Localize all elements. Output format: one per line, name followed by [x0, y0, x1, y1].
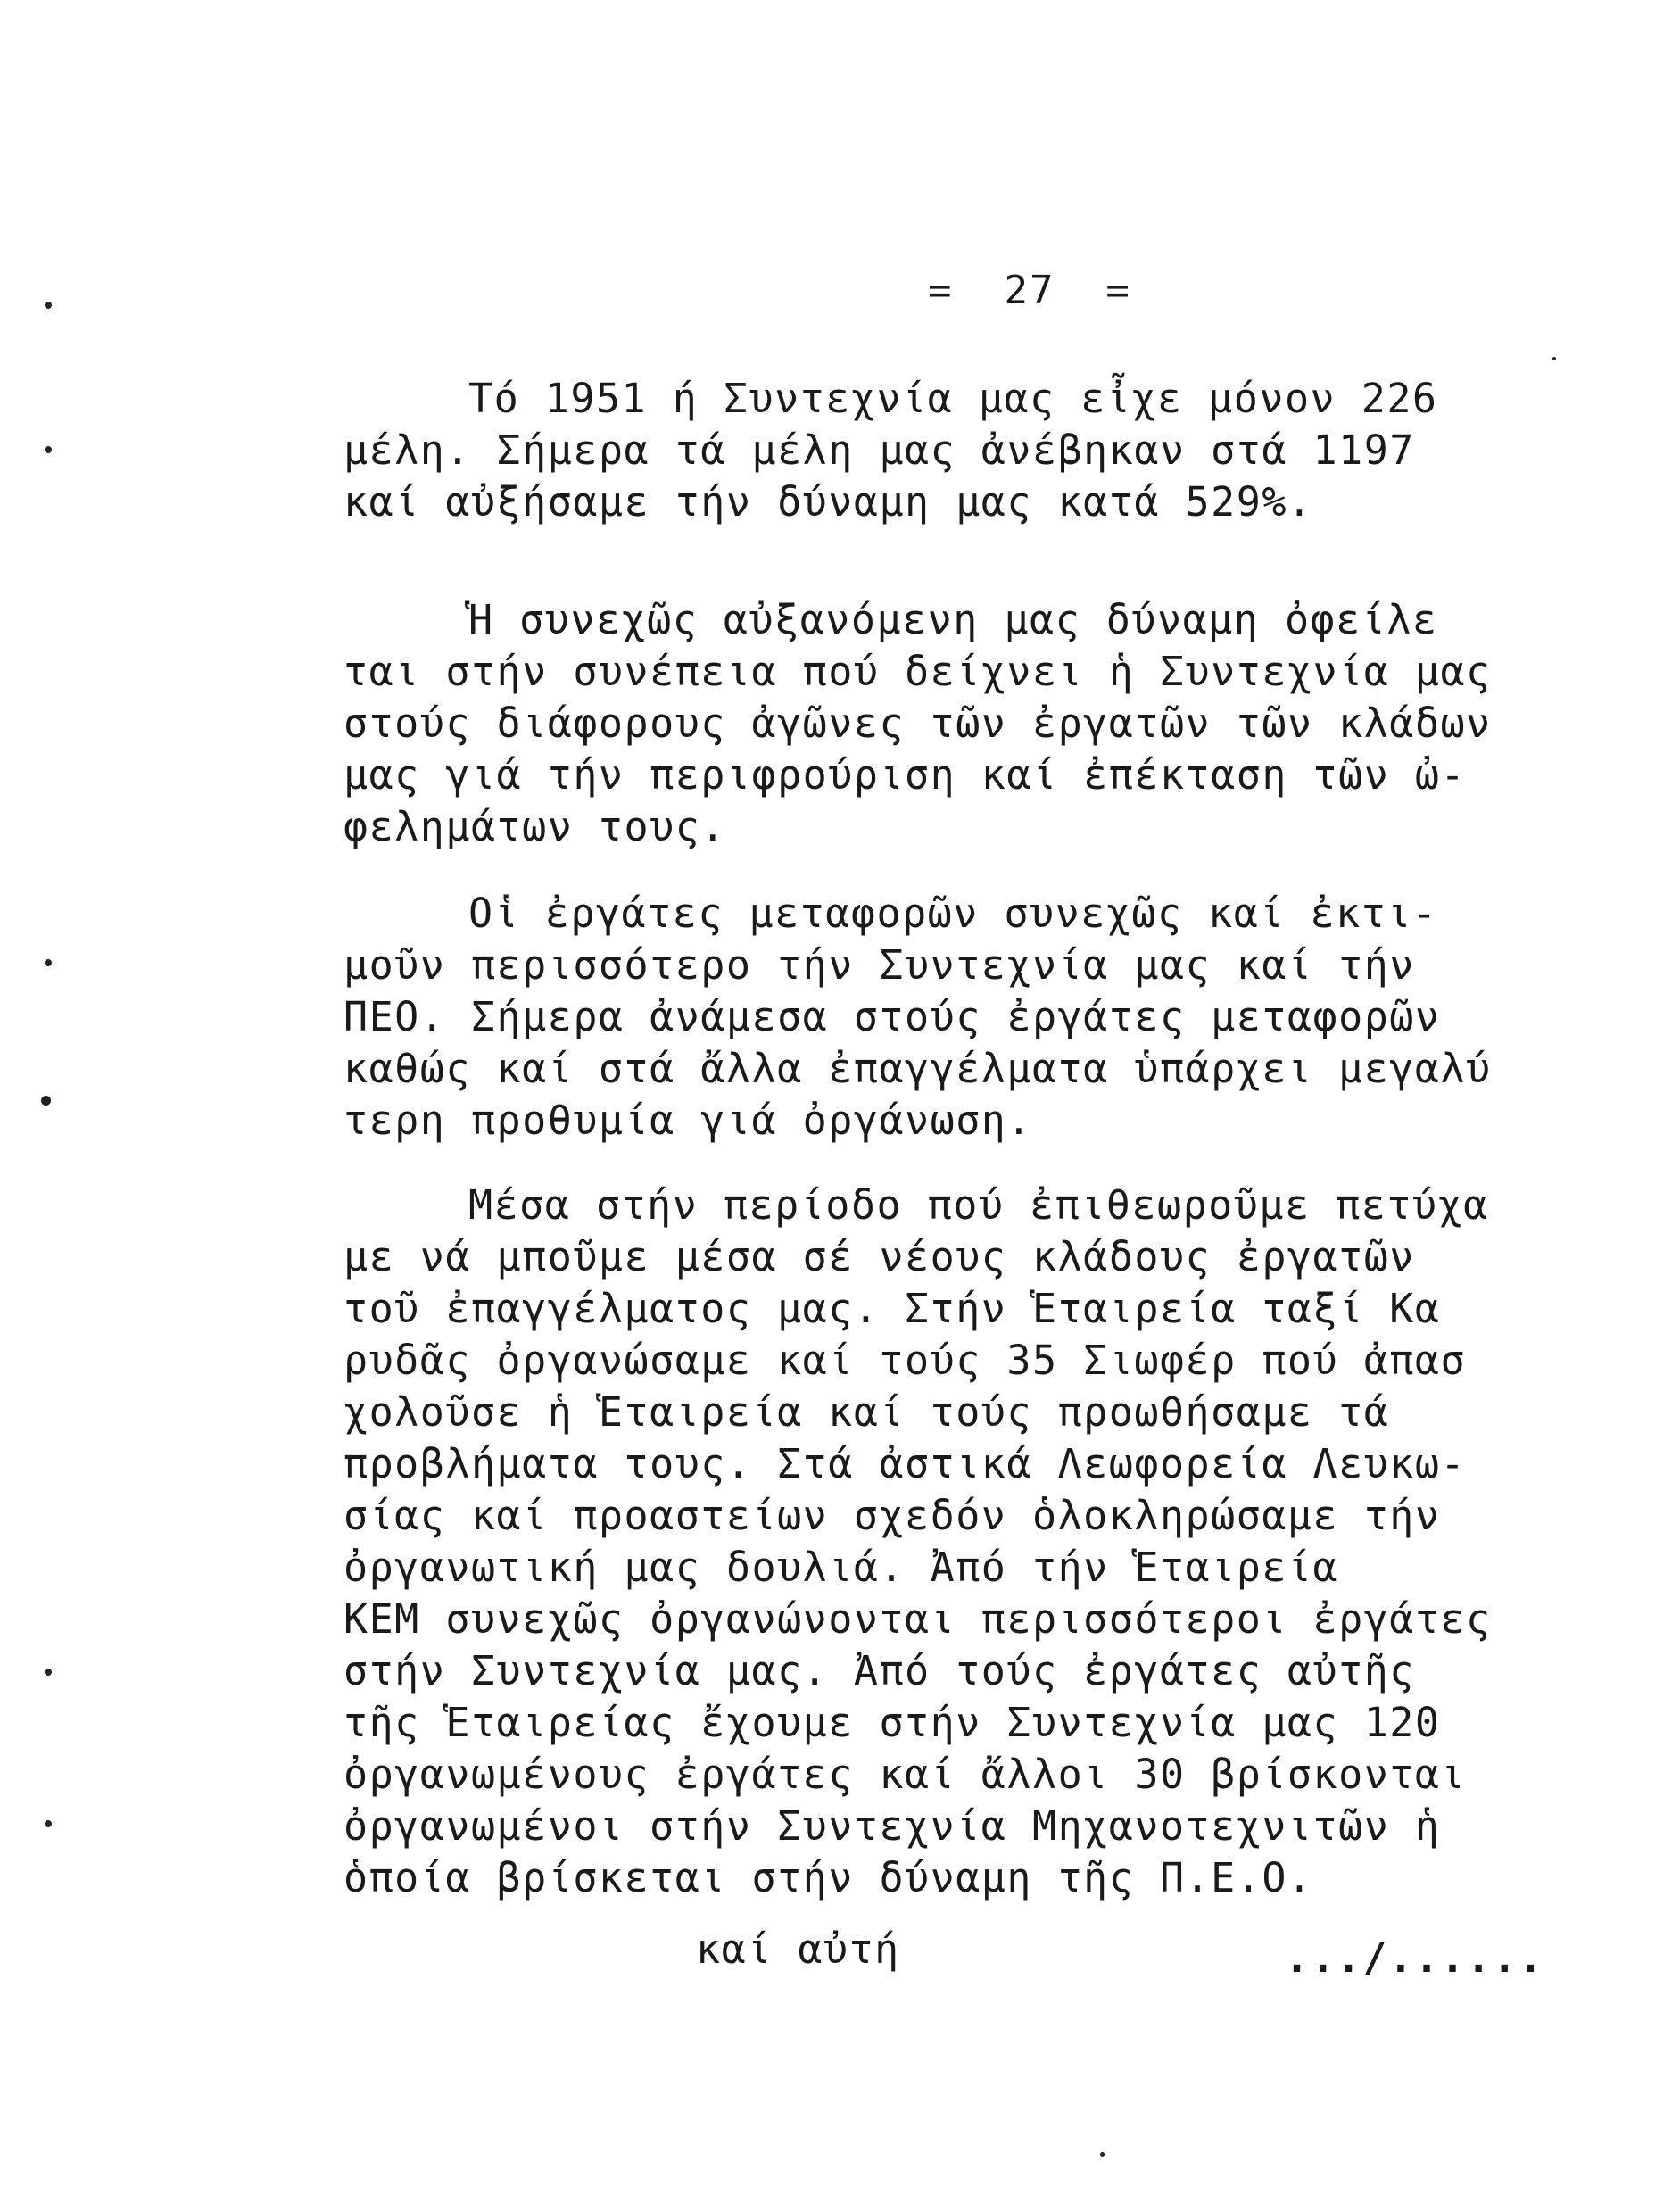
text-line: τῆς Ἑταιρείας ἔχουμε στήν Συντεχνία μας 120 [343, 1699, 1441, 1746]
text-line: ρυδᾶς ὀργανώσαμε καί τούς 35 Σιωφέρ πού ἀπασ [343, 1337, 1467, 1384]
paragraph-4 [343, 1180, 1593, 1904]
text-line: χολοῦσε ἡ Ἑταιρεία καί τούς προωθήσαμε τά [343, 1388, 1390, 1436]
text-line: Ἡ συνεχῶς αὐξανόμενη μας δύναμη ὀφείλε [468, 596, 1438, 643]
scan-speck [45, 1669, 52, 1676]
text-line: μας γιά τήν περιφρούριση καί ἐπέκταση τῶν ὠ- [343, 751, 1467, 799]
continuation-word: καί αὐτή [696, 1926, 900, 1973]
text-line: καθώς καί στά ἄλλα ἐπαγγέλματα ὑπάρχει μεγαλύ [343, 1045, 1492, 1092]
continuation-mark: .../...... [1285, 1934, 1544, 1982]
text-line: ὁποία βρίσκεται στήν δύναμη τῆς Π.Ε.Ο. [343, 1854, 1313, 1901]
scan-speck [45, 446, 52, 453]
text-line: στήν Συντεχνία μας. Ἀπό τούς ἐργάτες αὐτῆς [343, 1647, 1415, 1694]
text-line: τερη προθυμία γιά ὀργάνωση. [343, 1097, 1032, 1144]
text-line: ΚΕΜ συνεχῶς ὀργανώνονται περισσότεροι ἐργάτες [343, 1595, 1492, 1643]
scan-speck [1100, 2152, 1105, 2157]
scan-speck [41, 1096, 51, 1106]
text-line: ὀργανωμένοι στήν Συντεχνία Μηχανοτεχνιτῶν ἡ [343, 1802, 1441, 1850]
paragraph-1 [343, 373, 1593, 528]
text-line: στούς διάφορους ἀγῶνες τῶν ἐργατῶν τῶν κλάδων [343, 700, 1492, 747]
text-line: καί αὐξήσαμε τήν δύναμη μας κατά 529%. [343, 478, 1313, 526]
paragraph-3 [343, 888, 1593, 1147]
scan-speck [45, 1820, 52, 1827]
text-line: μοῦν περισσότερο τήν Συντεχνία μας καί τήν [343, 941, 1415, 989]
text-line: φελημάτων τους. [343, 803, 726, 850]
text-line: με νά μποῦμε μέσα σέ νέους κλάδους ἐργατῶν [343, 1233, 1415, 1280]
text-line: μέλη. Σήμερα τά μέλη μας ἀνέβηκαν στά 1197 [343, 427, 1415, 474]
text-line: Μέσα στήν περίοδο πού ἐπιθεωροῦμε πετύχα [468, 1181, 1489, 1229]
scan-speck [1552, 357, 1556, 360]
text-line: σίας καί προαστείων σχεδόν ὁλοκληρώσαμε τήν [343, 1492, 1441, 1539]
text-line: ὀργανωτική μας δουλιά. Ἀπό τήν Ἑταιρεία [343, 1544, 1339, 1591]
scan-speck [45, 302, 52, 309]
page-number: = 27 = [928, 268, 1131, 313]
text-line: προβλήματα τους. Στά ἀστικά Λεωφορεία Λευκω- [343, 1440, 1467, 1487]
text-line: ὀργανωμένους ἐργάτες καί ἄλλοι 30 βρίσκονται [343, 1751, 1467, 1798]
text-line: Τό 1951 ή Συντεχνία μας εἶχε μόνον 226 [468, 375, 1438, 422]
text-line: ΠΕΟ. Σήμερα ἀνάμεσα στούς ἐργάτες μεταφορῶν [343, 993, 1441, 1040]
paragraph-2 [343, 594, 1593, 853]
text-line: Οἱ ἐργάτες μεταφορῶν συνεχῶς καί ἐκτι- [468, 890, 1438, 937]
scan-speck [45, 959, 52, 966]
text-line: ται στήν συνέπεια πού δείχνει ἡ Συντεχνία μας [343, 648, 1492, 695]
text-line: τοῦ ἐπαγγέλματος μας. Στήν Ἑταιρεία ταξί Κα [343, 1285, 1441, 1332]
